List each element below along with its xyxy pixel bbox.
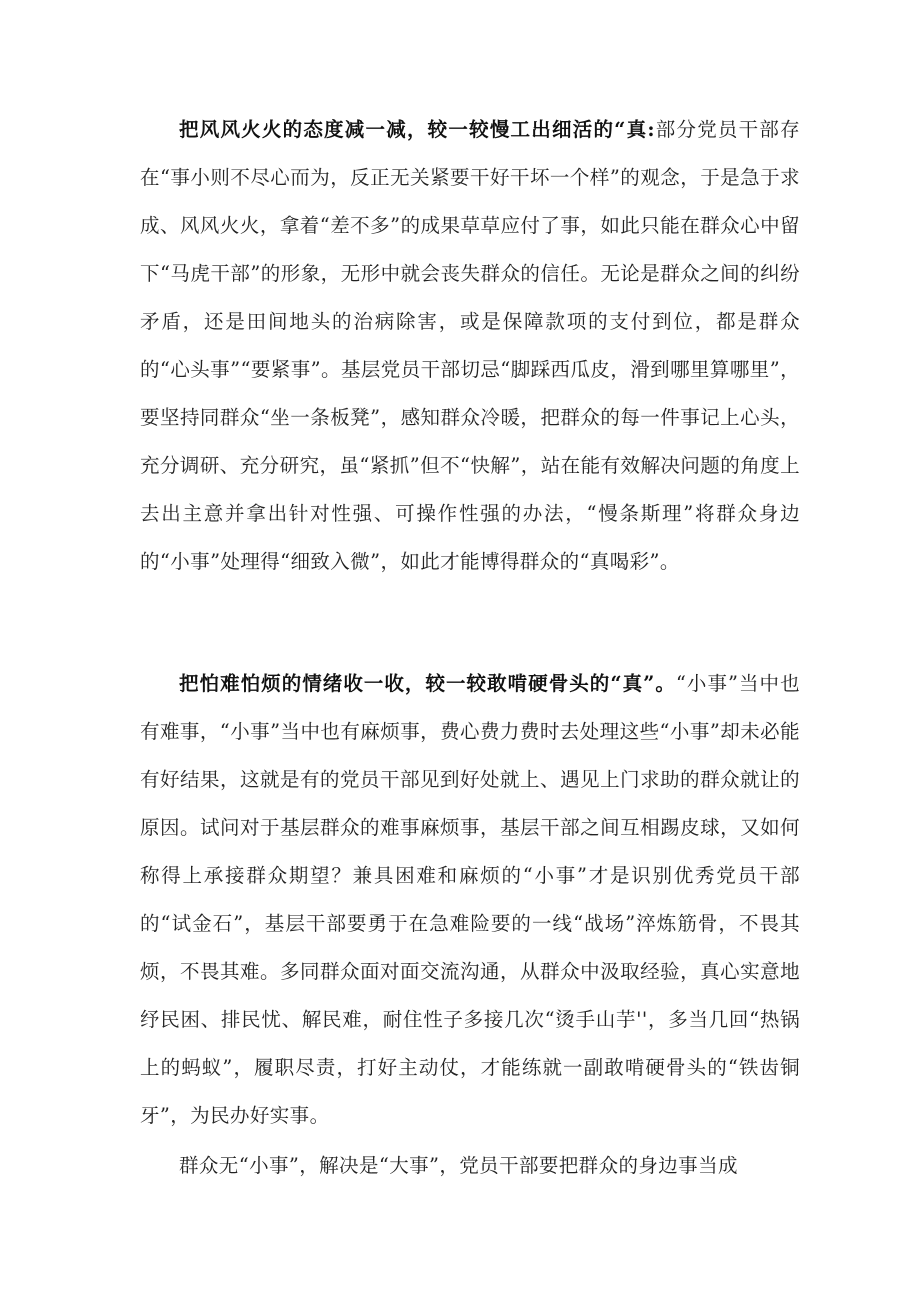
paragraph-conclusion — [140, 1142, 800, 1190]
paragraph-body: 群众无“小事”，解决是“大事”，党员干部要把群众的身边事当成 — [179, 1154, 738, 1177]
paragraph-careful-work — [140, 106, 800, 586]
paragraph-hard-bones — [140, 660, 800, 1140]
paragraph-heading: 把怕难怕烦的情绪收一收，较一较敢啃硬骨头的“真”。 — [179, 672, 676, 695]
paragraph-heading: 把风风火火的态度减一减，较一较慢工出细活的“真: — [179, 118, 655, 141]
paragraph-body: 部分党员干部存在“事小则不尽心而为，反正无关紧要干好干坏一个样”的观念，于是急于求成、风风火火，拿着“差不多”的成果草草应付了事，如此只能在群众心中留下“马虎干部”的形象，无形中就会丧失群众的信任。无论是群众之间的纠纷矛盾，还是田间地头的治病除害，或是保障款项的支付到位，都是群众的“心头事”“要紧事”。基层党员干部切忌“脚踩西瓜皮，滑到哪里算哪里”，要坚持同群众“坐一条板凳”，感知群众冷暖，把群众的每一件事记上心头，充分调研、充分研究，虽“紧抓”但不“快解”，站在能有效解决问题的角度上去出主意并拿出针对性强、可操作性强的办法，“慢条斯理”将群众身边的“小事”处理得“细致入微”，如此才能博得群众的“真喝彩”。 — [140, 118, 800, 573]
paragraph-body: “小事”当中也有难事，“小事”当中也有麻烦事，费心费力费时去处理这些“小事”却未必能有好结果，这就是有的党员干部见到好处就上、遇见上门求助的群众就让的原因。试问对于基层群众的难事麻烦事，基层干部之间互相踢皮球，又如何称得上承接群众期望？兼具困难和麻烦的“小事”才是识别优秀党员干部的“试金石”，基层干部要勇于在急难险要的一线“战场”淬炼筋骨，不畏其烦，不畏其难。多同群众面对面交流沟通，从群众中汲取经验，真心实意地纾民困、排民忧、解民难，耐住性子多接几次“烫手山芋''，多当几回“热锅上的蚂蚁”，履职尽责，打好主动仗，才能练就一副敢啃硬骨头的“铁齿铜牙”，为民办好实事。 — [140, 672, 800, 1127]
